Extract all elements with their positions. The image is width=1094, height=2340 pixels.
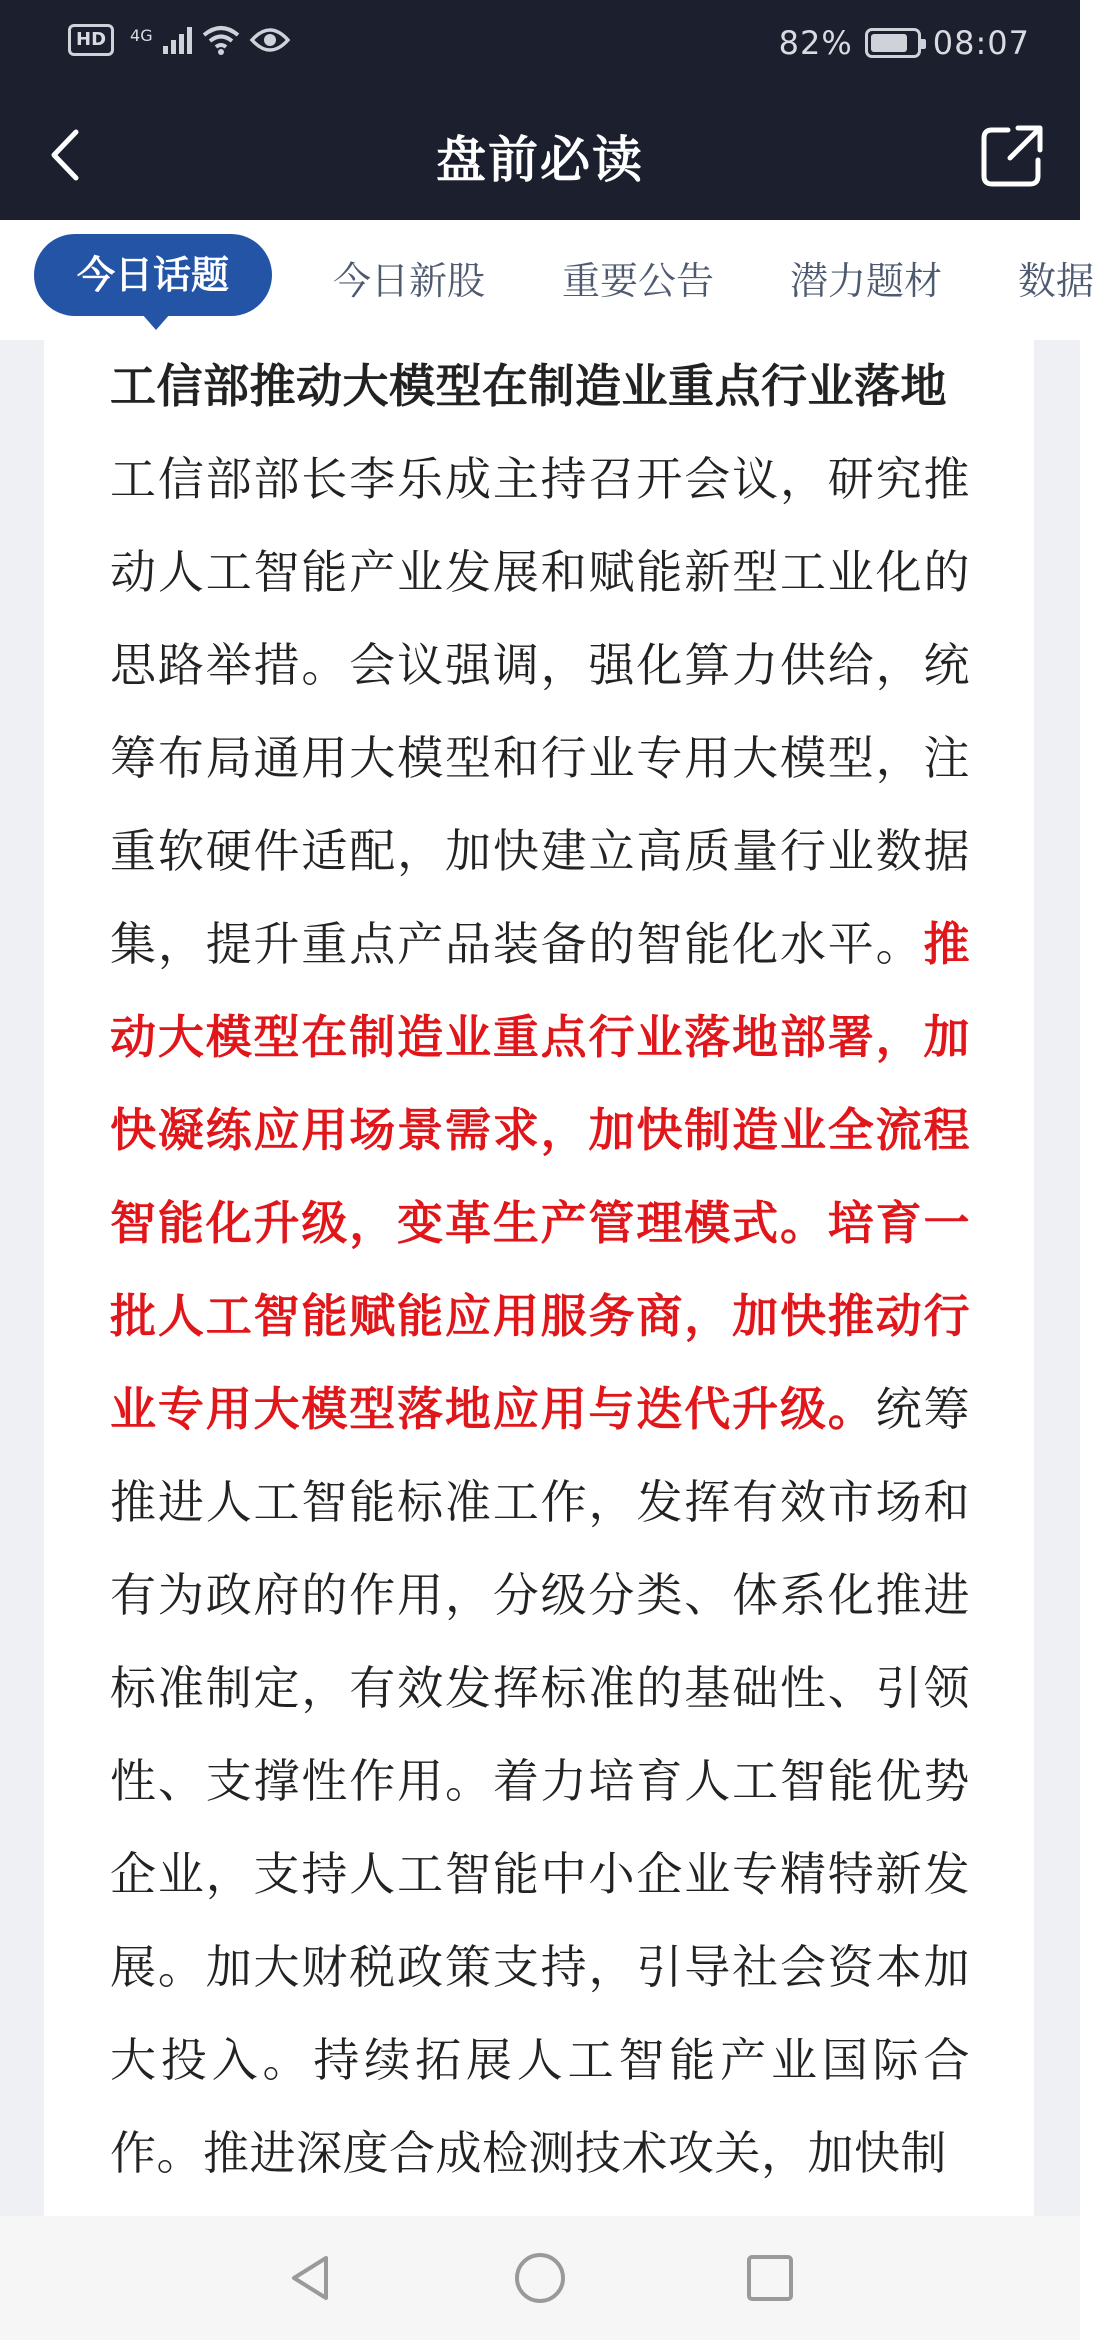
nav-back-button[interactable] [280,2248,340,2308]
app-header [0,90,1080,220]
article-text-after: 统筹推进人工智能标准工作，发挥有效市场和有为政府的作用，分级分类、体系化推进标准制定，有效发挥标准的基础性、引领性、支撑性作用。着力培育人工智能优势企业，支持人工智能中小企业专精特新发展。加大财税政策支持，引导社会资本加大投入。持续拓展人工智能产业国际合作。推进深度合成检测技术攻关，加快制 [110,1382,971,2180]
share-button[interactable] [974,118,1050,194]
signal-icon [163,26,192,54]
nav-recents-button[interactable] [740,2248,800,2308]
page-title: 盘前必读 [436,131,644,189]
network-type: 4G [130,26,153,45]
nav-home-button[interactable] [510,2248,570,2308]
wifi-icon [202,25,240,55]
home-circle-icon [510,2248,570,2308]
back-triangle-icon [280,2248,340,2308]
battery-icon [865,28,921,58]
tab-data[interactable]: 数据 [1018,259,1094,303]
article-paragraph [110,433,970,2200]
tab-bar [0,220,1094,340]
tab-today-new-stocks[interactable]: 今日新股 [333,259,486,303]
clock: 08:07 [932,24,1030,62]
tab-today-topic[interactable]: 今日话题 [34,234,272,316]
article-highlight: 推动大模型在制造业重点行业落地部署，加快凝练应用场景需求，加快制造业全流程智能化升级，变革生产管理模式。培育一批人工智能赋能应用服务商，加快推动行业专用大模型落地应用与迭代升级。 [110,917,970,1436]
recents-square-icon [740,2248,800,2308]
status-bar [0,0,1080,90]
hd-icon: HD [68,24,114,56]
system-nav-bar [0,2216,1080,2340]
article-body[interactable] [44,340,1034,2216]
tab-potential-themes[interactable]: 潜力题材 [790,259,943,303]
article-text-before: 工信部部长李乐成主持召开会议，研究推动人工智能产业发展和赋能新型工业化的思路举措。会议强调，强化算力供给，统筹布局通用大模型和行业专用大模型，注重软硬件适配，加快建立高质量行业数据集，提升重点产品装备的智能化水平。 [110,452,970,971]
article-headline: 工信部推动大模型在制造业重点行业落地 [110,359,947,413]
battery-percent: 82% [778,24,853,62]
battery-level [871,34,907,52]
status-left [68,24,290,56]
eye-icon [250,26,290,54]
share-icon [974,118,1050,194]
tab-important-notices[interactable]: 重要公告 [562,259,715,303]
status-right [779,24,1030,62]
